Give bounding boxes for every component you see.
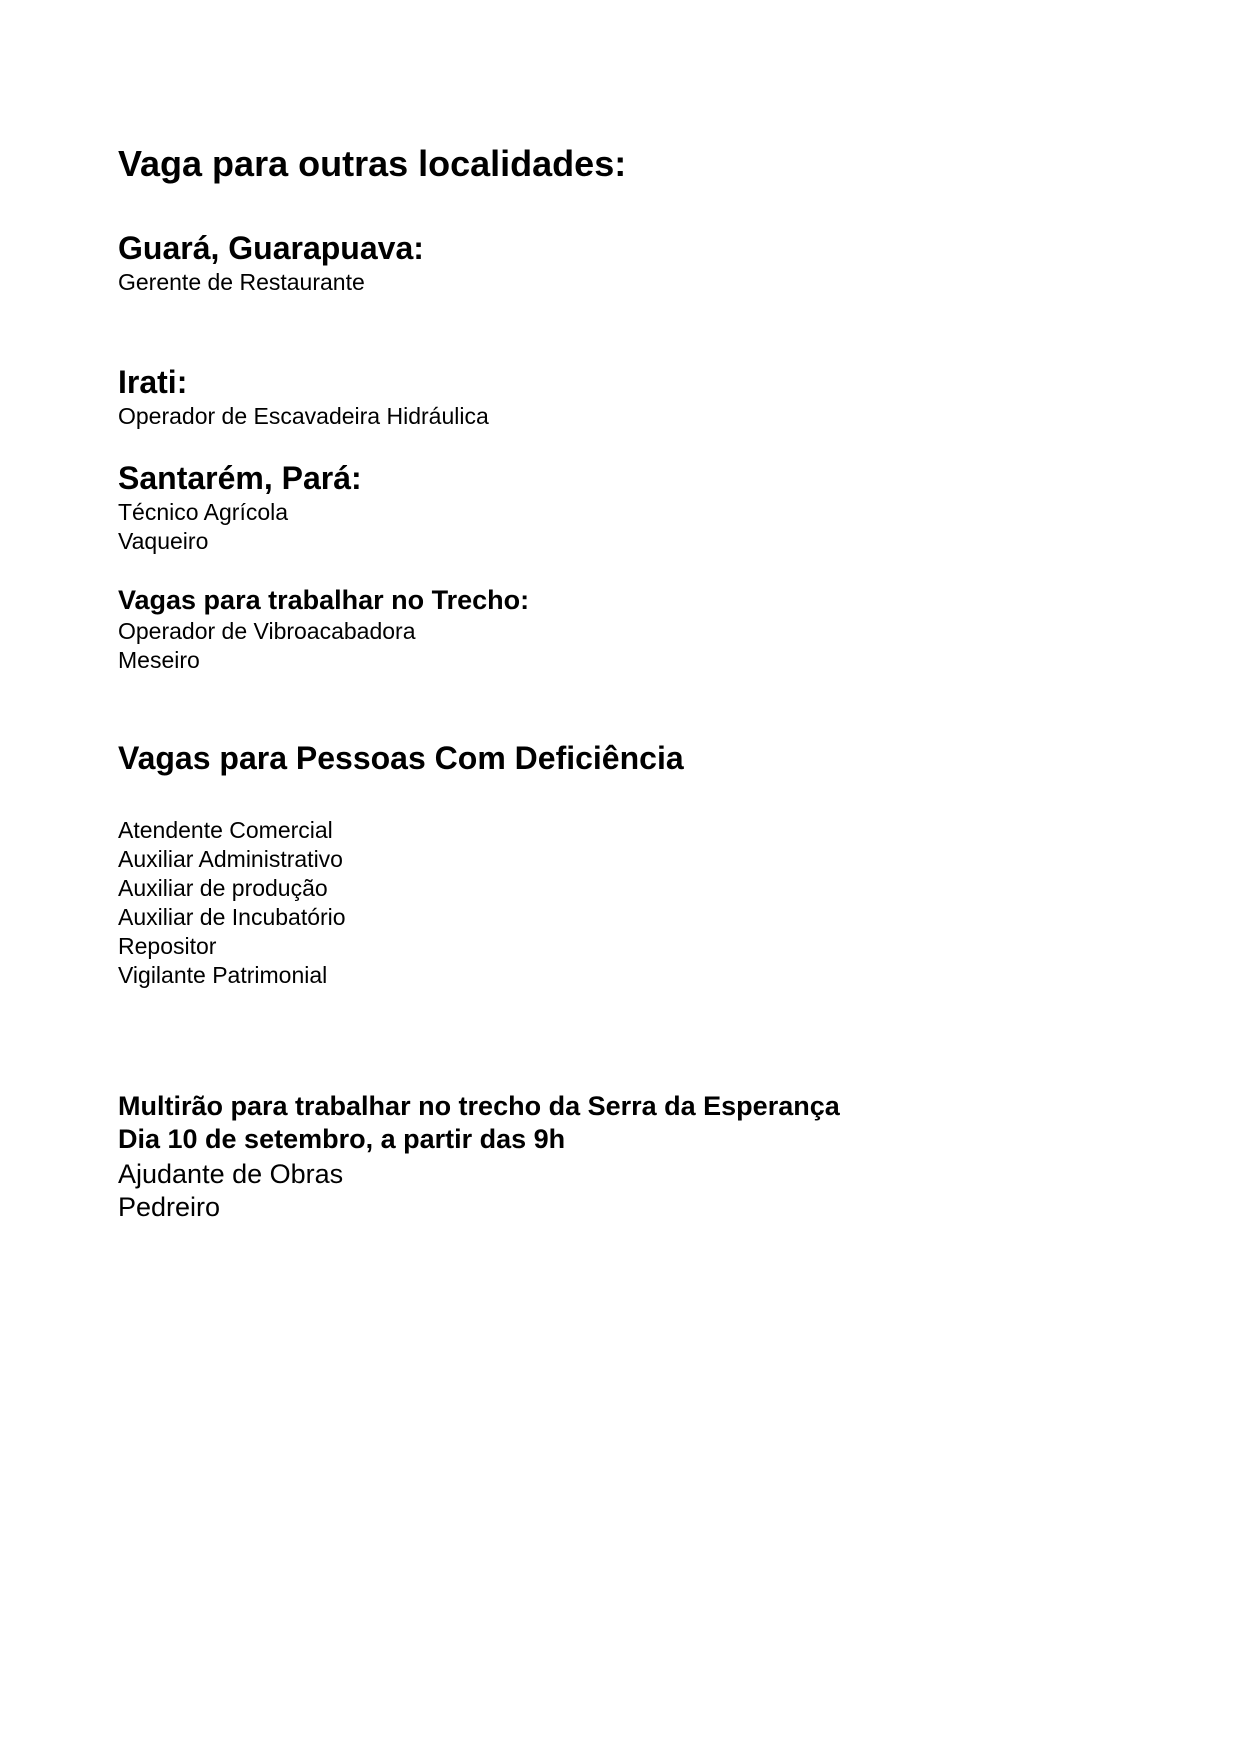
job-item: Auxiliar de produção	[118, 875, 328, 901]
page-title: Vaga para outras localidades:	[118, 143, 627, 184]
mutirao-heading-date: Dia 10 de setembro, a partir das 9h	[118, 1124, 566, 1154]
location-heading-santarem: Santarém, Pará:	[118, 460, 362, 496]
job-item: Meseiro	[118, 647, 200, 673]
location-jobs-guarapuava	[118, 268, 365, 297]
trecho-jobs	[118, 617, 416, 675]
job-item: Operador de Vibroacabadora	[118, 618, 416, 644]
job-item: Operador de Escavadeira Hidráulica	[118, 403, 489, 429]
job-item: Repositor	[118, 933, 217, 959]
location-jobs-irati	[118, 402, 489, 431]
pcd-heading: Vagas para Pessoas Com Deficiência	[118, 740, 684, 776]
mutirao-heading	[118, 1090, 840, 1156]
location-jobs-santarem	[118, 498, 288, 556]
mutirao-heading-line1: Multirão para trabalhar no trecho da Serra da Esperança	[118, 1091, 840, 1121]
job-item: Atendente Comercial	[118, 817, 333, 843]
trecho-heading: Vagas para trabalhar no Trecho:	[118, 585, 530, 615]
job-item: Vaqueiro	[118, 528, 209, 554]
job-item: Gerente de Restaurante	[118, 269, 365, 295]
location-heading-guarapuava: Guará, Guarapuava:	[118, 230, 424, 266]
pcd-jobs	[118, 816, 346, 990]
job-item: Ajudante de Obras	[118, 1159, 344, 1189]
job-item: Auxiliar Administrativo	[118, 846, 343, 872]
job-item: Pedreiro	[118, 1192, 221, 1222]
job-item: Auxiliar de Incubatório	[118, 904, 346, 930]
job-item: Vigilante Patrimonial	[118, 962, 328, 988]
mutirao-jobs	[118, 1158, 343, 1224]
job-item: Técnico Agrícola	[118, 499, 289, 525]
location-heading-irati: Irati:	[118, 364, 188, 400]
